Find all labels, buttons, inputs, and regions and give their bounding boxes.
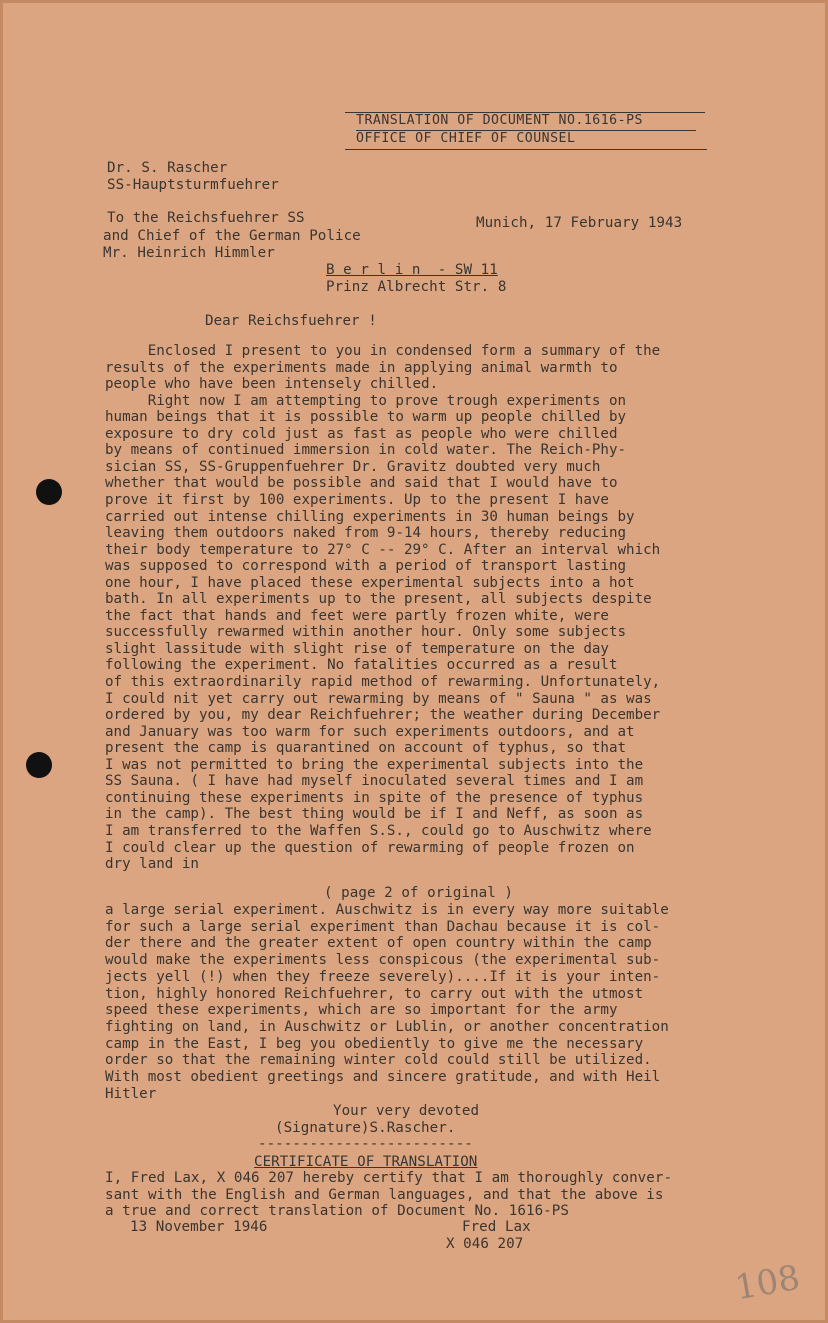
date-place: Munich, 17 February 1943 [476,215,683,231]
body-line: Hitler [105,1085,157,1102]
certificate-date: 13 November 1946 [130,1219,268,1235]
page-marker: ( page 2 of original ) [324,885,514,901]
body-line: fighting on land, in Auschwitz or Lublin, or another concentration [105,1018,669,1035]
header-rule-bottom [345,149,707,150]
body-line: Enclosed I present to you in condensed form a summary of the [105,343,661,359]
body-line: the fact that hands and feet were partly frozen white, were [105,607,609,624]
body-line: speed these experiments, which are so important for the army [105,1002,618,1019]
body-line: exposure to dry cold just as fast as people who were chilled [105,425,618,442]
body-line: I could nit yet carry out rewarming by means of " Sauna " as was [105,690,652,707]
body-line: people who have been intensely chilled. [105,376,439,393]
body-line: a large serial experiment. Auschwitz is in every way more suitable [105,902,669,918]
recipient-street: Prinz Albrecht Str. 8 [326,279,507,295]
body-line: in the camp). The best thing would be if I and Neff, as soon as [105,806,644,823]
certificate-line-2: sant with the English and German languages, and that the above is [105,1187,664,1203]
body-line: ordered by you, my dear Reichfuehrer; the weather during December [105,707,661,724]
pencil-page-number: 108 [732,1257,803,1309]
body-line: results of the experiments made in applying animal warmth to [105,359,618,376]
body-line: camp in the East, I beg you obediently to give me the necessary [105,1035,644,1052]
body-line: slight lassitude with slight rise of temperature on the day [105,640,609,657]
body-line: human beings that it is possible to warm up people chilled by [105,409,627,426]
salutation: Dear Reichsfuehrer ! [205,313,377,329]
header-line-1: TRANSLATION OF DOCUMENT NO.1616-PS [356,113,643,128]
body-line: dry land in [105,856,199,873]
body-line: by means of continued immersion in cold water. The Reich-Phy- [105,442,627,459]
punch-hole-bottom [26,752,52,778]
body-line: Right now I am attempting to prove trough experiments on [105,392,627,409]
body-line: would make the experiments less conspicous (the experimental sub- [105,952,661,969]
body-line: leaving them outdoors naked from 9-14 hours, thereby reducing [105,525,627,542]
closing-signature: (Signature)S.Rascher. [275,1120,456,1136]
body-line: of this extraordinarily rapid method of rewarming. Unfortunately, [105,674,661,690]
body-line: present the camp is quarantined on account of typhus, so that [105,740,627,757]
separator-line: ------------------------- [258,1136,473,1152]
certificate-name: Fred Lax [462,1219,531,1235]
body-line: der there and the greater extent of open country within the camp [105,935,652,952]
body-line: carried out intense chilling experiments in 30 human beings by [105,508,635,525]
certificate-id: X 046 207 [446,1236,524,1252]
body-line: I could clear up the question of rewarming of people frozen on [105,839,635,856]
body-line: prove it first by 100 experiments. Up to the present I have [105,491,609,508]
body-line: tion, highly honored Reichfuehrer, to carry out with the utmost [105,985,644,1002]
body-line: SS Sauna. ( I have had myself inoculated several times and I am [105,773,644,790]
body-line: With most obedient greetings and sincere gratitude, and with Heil [105,1069,661,1085]
body-line: whether that would be possible and said that I would have to [105,475,618,492]
recipient-line-1: To the Reichsfuehrer SS [107,210,305,226]
certificate-line-3: a true and correct translation of Document No. 1616-PS [105,1203,569,1219]
body-line: was supposed to correspond with a period of transport lasting [105,558,627,575]
body-line: sician SS, SS-Gruppenfuehrer Dr. Gravitz doubted very much [105,458,601,475]
recipient-city: B e r l i n - SW 11 [326,262,498,278]
body-line: bath. In all experiments up to the present, all subjects despite [105,591,652,608]
body-line: their body temperature to 27° C -- 29° C. After an interval which [105,541,661,558]
certificate-line-1: I, Fred Lax, X 046 207 hereby certify that I am thoroughly conver- [105,1170,673,1186]
body-line: jects yell (!) when they freeze severely)....If it is your inten- [105,968,661,985]
body-line: order so that the remaining winter cold could still be utilized. [105,1052,652,1069]
sender-rank: SS-Hauptsturmfuehrer [107,177,279,193]
body-line: continuing these experiments in spite of the presence of typhus [105,789,644,806]
body-line: and January was too warm for such experiments outdoors, and at [105,723,635,740]
body-line: for such a large serial experiment than Dachau because it is col- [105,918,661,935]
recipient-line-2: and Chief of the German Police [103,228,361,244]
body-line: I am transferred to the Waffen S.S., could go to Auschwitz where [105,822,652,839]
punch-hole-top [36,479,62,505]
body-line: following the experiment. No fatalities occurred as a result [105,657,618,674]
header-line-2: OFFICE OF CHIEF OF COUNSEL [356,131,576,146]
certificate-title: CERTIFICATE OF TRANSLATION [254,1154,478,1170]
body-line: one hour, I have placed these experimental subjects into a hot [105,574,635,591]
sender-name: Dr. S. Rascher [107,160,228,176]
recipient-line-3: Mr. Heinrich Himmler [103,245,275,261]
body-line: successfully rewarmed within another hour. Only some subjects [105,624,627,641]
body-line: I was not permitted to bring the experimental subjects into the [105,756,644,773]
closing-line-1: Your very devoted [333,1103,480,1119]
